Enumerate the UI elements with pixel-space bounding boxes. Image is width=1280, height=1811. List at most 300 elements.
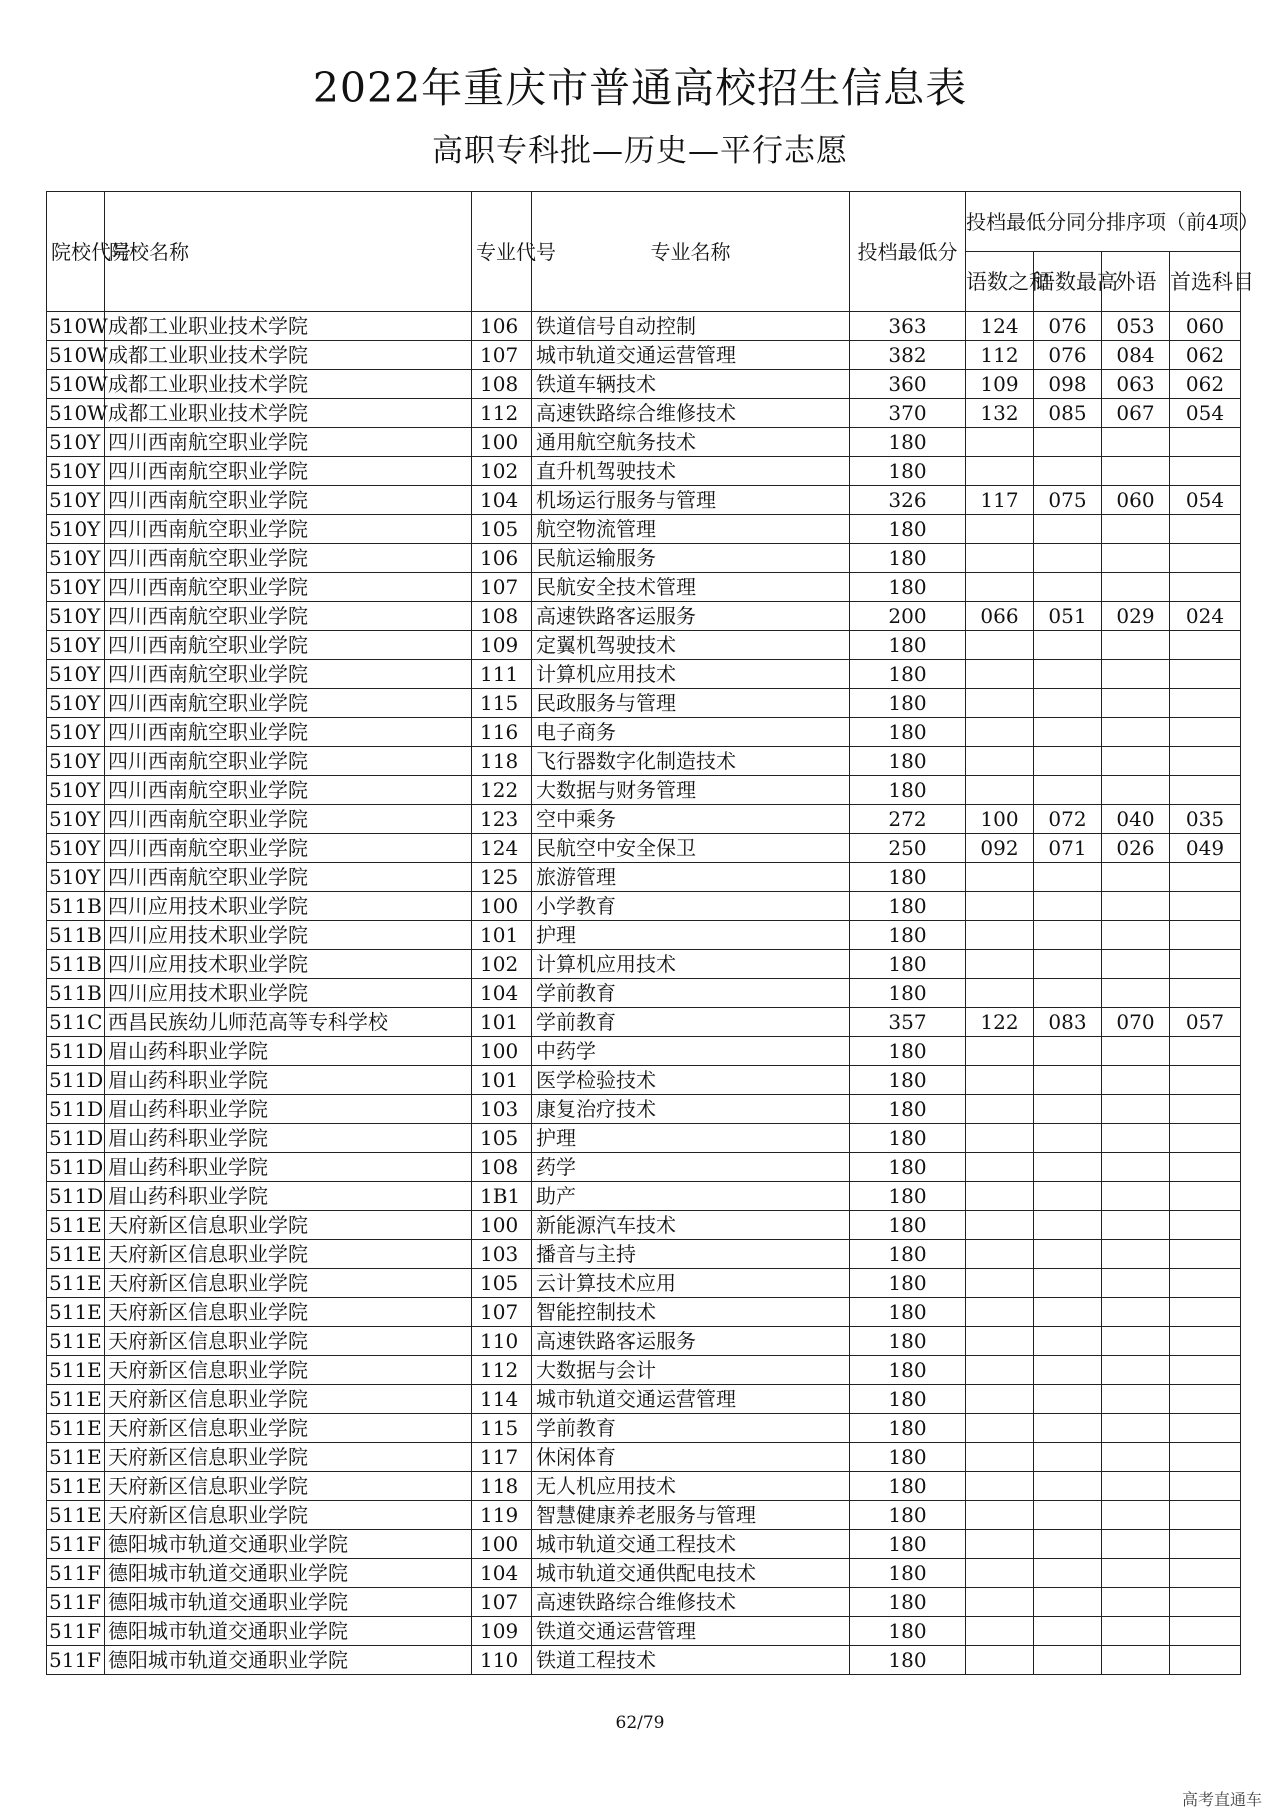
tb-chinese-math-max-cell	[1034, 950, 1102, 979]
school-code-cell: 511D	[47, 1095, 105, 1124]
school-code-cell: 511E	[47, 1356, 105, 1385]
major-name-cell: 学前教育	[532, 979, 850, 1008]
tb-chinese-math-max-cell	[1034, 892, 1102, 921]
school-code-cell: 510Y	[47, 486, 105, 515]
tb-first-subject-cell	[1170, 573, 1241, 602]
school-name-cell: 眉山药科职业学院	[105, 1124, 472, 1153]
major-name-cell: 护理	[532, 921, 850, 950]
major-name-cell: 计算机应用技术	[532, 660, 850, 689]
school-code-cell: 511F	[47, 1588, 105, 1617]
table-row	[47, 1385, 1241, 1414]
major-name-cell: 学前教育	[532, 1008, 850, 1037]
school-code-cell: 511E	[47, 1443, 105, 1472]
tb-first-subject-cell	[1170, 1066, 1241, 1095]
school-code-cell: 511D	[47, 1037, 105, 1066]
tb-chinese-math-sum-cell	[966, 1124, 1034, 1153]
table-row	[47, 399, 1241, 428]
major-code-cell: 118	[472, 1472, 532, 1501]
school-code-cell: 511E	[47, 1327, 105, 1356]
min-score-cell: 180	[850, 1124, 966, 1153]
min-score-cell: 180	[850, 428, 966, 457]
tb-chinese-math-max-cell: 098	[1034, 370, 1102, 399]
tb-chinese-math-max-cell	[1034, 660, 1102, 689]
tb-chinese-math-sum-cell	[966, 1037, 1034, 1066]
school-code-cell: 511E	[47, 1472, 105, 1501]
tb-foreign-language-cell	[1102, 863, 1170, 892]
tb-chinese-math-sum-cell	[966, 1211, 1034, 1240]
school-code-cell: 510Y	[47, 660, 105, 689]
school-code-cell: 510Y	[47, 863, 105, 892]
tb-foreign-language-cell	[1102, 1501, 1170, 1530]
tb-first-subject-cell	[1170, 892, 1241, 921]
major-code-cell: 112	[472, 1356, 532, 1385]
tb-first-subject-cell	[1170, 1327, 1241, 1356]
table-row	[47, 863, 1241, 892]
tb-first-subject-cell	[1170, 1588, 1241, 1617]
min-score-cell: 180	[850, 1095, 966, 1124]
tb-foreign-language-cell	[1102, 747, 1170, 776]
tb-foreign-language-cell	[1102, 1327, 1170, 1356]
tb-chinese-math-max-cell	[1034, 457, 1102, 486]
min-score-cell: 180	[850, 457, 966, 486]
school-name-cell: 天府新区信息职业学院	[105, 1356, 472, 1385]
major-name-cell: 定翼机驾驶技术	[532, 631, 850, 660]
school-name-cell: 四川西南航空职业学院	[105, 631, 472, 660]
tb-foreign-language-cell	[1102, 1037, 1170, 1066]
school-code-cell: 511E	[47, 1298, 105, 1327]
tb-chinese-math-max-cell: 071	[1034, 834, 1102, 863]
table-row	[47, 312, 1241, 341]
major-name-cell: 康复治疗技术	[532, 1095, 850, 1124]
tb-chinese-math-max-cell	[1034, 1443, 1102, 1472]
school-name-cell: 成都工业职业技术学院	[105, 370, 472, 399]
tb-first-subject-cell	[1170, 1385, 1241, 1414]
tb-first-subject-cell	[1170, 1095, 1241, 1124]
major-code-cell: 101	[472, 1008, 532, 1037]
tb-foreign-language-cell	[1102, 1211, 1170, 1240]
major-name-cell: 空中乘务	[532, 805, 850, 834]
school-code-cell: 511D	[47, 1066, 105, 1095]
school-code-cell: 511F	[47, 1646, 105, 1675]
major-name-cell: 药学	[532, 1153, 850, 1182]
major-code-cell: 109	[472, 1617, 532, 1646]
header-tiebreak-group: 投档最低分同分排序项（前4项）	[966, 192, 1241, 252]
tb-chinese-math-sum-cell	[966, 1356, 1034, 1385]
school-code-cell: 510Y	[47, 544, 105, 573]
major-name-cell: 民航空中安全保卫	[532, 834, 850, 863]
min-score-cell: 180	[850, 1472, 966, 1501]
school-name-cell: 四川西南航空职业学院	[105, 486, 472, 515]
tb-first-subject-cell: 057	[1170, 1008, 1241, 1037]
tb-chinese-math-sum-cell	[966, 1617, 1034, 1646]
tb-chinese-math-sum-cell	[966, 1269, 1034, 1298]
school-name-cell: 德阳城市轨道交通职业学院	[105, 1530, 472, 1559]
major-code-cell: 123	[472, 805, 532, 834]
major-code-cell: 1B1	[472, 1182, 532, 1211]
major-code-cell: 107	[472, 341, 532, 370]
header-min-score: 投档最低分	[850, 192, 966, 312]
school-code-cell: 510Y	[47, 515, 105, 544]
major-code-cell: 107	[472, 1298, 532, 1327]
school-name-cell: 四川西南航空职业学院	[105, 544, 472, 573]
tb-first-subject-cell	[1170, 747, 1241, 776]
tb-chinese-math-max-cell	[1034, 979, 1102, 1008]
school-name-cell: 四川应用技术职业学院	[105, 950, 472, 979]
school-code-cell: 510Y	[47, 834, 105, 863]
min-score-cell: 370	[850, 399, 966, 428]
tb-chinese-math-max-cell	[1034, 1240, 1102, 1269]
major-code-cell: 117	[472, 1443, 532, 1472]
table-header	[47, 192, 1259, 312]
tb-foreign-language-cell: 026	[1102, 834, 1170, 863]
major-name-cell: 播音与主持	[532, 1240, 850, 1269]
school-name-cell: 德阳城市轨道交通职业学院	[105, 1588, 472, 1617]
min-score-cell: 180	[850, 1356, 966, 1385]
major-code-cell: 103	[472, 1240, 532, 1269]
school-name-cell: 四川西南航空职业学院	[105, 515, 472, 544]
tb-chinese-math-max-cell: 085	[1034, 399, 1102, 428]
tb-chinese-math-max-cell	[1034, 1385, 1102, 1414]
table-row	[47, 1240, 1241, 1269]
tb-chinese-math-sum-cell	[966, 979, 1034, 1008]
school-name-cell: 德阳城市轨道交通职业学院	[105, 1646, 472, 1675]
major-code-cell: 106	[472, 544, 532, 573]
major-code-cell: 124	[472, 834, 532, 863]
major-code-cell: 115	[472, 1414, 532, 1443]
major-code-cell: 100	[472, 1211, 532, 1240]
tb-foreign-language-cell	[1102, 950, 1170, 979]
tb-chinese-math-sum-cell	[966, 1414, 1034, 1443]
major-code-cell: 108	[472, 1153, 532, 1182]
tb-chinese-math-sum-cell	[966, 1530, 1034, 1559]
table-row	[47, 1443, 1241, 1472]
tb-chinese-math-max-cell	[1034, 1588, 1102, 1617]
tb-first-subject-cell	[1170, 1443, 1241, 1472]
major-code-cell: 110	[472, 1327, 532, 1356]
major-code-cell: 107	[472, 1588, 532, 1617]
tb-chinese-math-sum-cell	[966, 457, 1034, 486]
tb-first-subject-cell	[1170, 1530, 1241, 1559]
min-score-cell: 180	[850, 631, 966, 660]
school-code-cell: 510W	[47, 399, 105, 428]
major-name-cell: 中药学	[532, 1037, 850, 1066]
table-row	[47, 573, 1241, 602]
major-name-cell: 电子商务	[532, 718, 850, 747]
tb-foreign-language-cell: 029	[1102, 602, 1170, 631]
tb-chinese-math-sum-cell	[966, 1298, 1034, 1327]
tb-chinese-math-max-cell	[1034, 1530, 1102, 1559]
major-code-cell: 100	[472, 1530, 532, 1559]
tb-foreign-language-cell	[1102, 1356, 1170, 1385]
school-code-cell: 511B	[47, 921, 105, 950]
school-name-cell: 眉山药科职业学院	[105, 1095, 472, 1124]
tb-foreign-language-cell	[1102, 631, 1170, 660]
major-name-cell: 民航安全技术管理	[532, 573, 850, 602]
tb-first-subject-cell	[1170, 428, 1241, 457]
table-row	[47, 1182, 1241, 1211]
tb-first-subject-cell	[1170, 1211, 1241, 1240]
tb-foreign-language-cell	[1102, 1095, 1170, 1124]
tb-first-subject-cell	[1170, 544, 1241, 573]
tb-chinese-math-sum-cell: 122	[966, 1008, 1034, 1037]
major-name-cell: 飞行器数字化制造技术	[532, 747, 850, 776]
school-name-cell: 眉山药科职业学院	[105, 1182, 472, 1211]
tb-foreign-language-cell: 067	[1102, 399, 1170, 428]
tb-foreign-language-cell	[1102, 573, 1170, 602]
tb-foreign-language-cell	[1102, 921, 1170, 950]
school-code-cell: 510Y	[47, 718, 105, 747]
tb-chinese-math-sum-cell	[966, 1588, 1034, 1617]
tb-chinese-math-sum-cell	[966, 1327, 1034, 1356]
min-score-cell: 180	[850, 1153, 966, 1182]
tb-first-subject-cell: 060	[1170, 312, 1241, 341]
school-name-cell: 成都工业职业技术学院	[105, 312, 472, 341]
tb-chinese-math-max-cell	[1034, 863, 1102, 892]
table-row	[47, 341, 1241, 370]
major-name-cell: 民政服务与管理	[532, 689, 850, 718]
tb-first-subject-cell	[1170, 776, 1241, 805]
tb-first-subject-cell: 024	[1170, 602, 1241, 631]
tb-foreign-language-cell	[1102, 1066, 1170, 1095]
tb-foreign-language-cell	[1102, 1559, 1170, 1588]
tb-first-subject-cell	[1170, 1124, 1241, 1153]
table-row	[47, 370, 1241, 399]
school-name-cell: 眉山药科职业学院	[105, 1037, 472, 1066]
page-subtitle: 高职专科批—历史—平行志愿	[432, 133, 848, 169]
page-number: 62/79	[615, 1713, 665, 1733]
school-code-cell: 510W	[47, 341, 105, 370]
major-name-cell: 智能控制技术	[532, 1298, 850, 1327]
table-row	[47, 805, 1241, 834]
major-name-cell: 通用航空航务技术	[532, 428, 850, 457]
table-body	[47, 312, 1241, 1675]
min-score-cell: 180	[850, 515, 966, 544]
tb-chinese-math-sum-cell: 112	[966, 341, 1034, 370]
major-name-cell: 无人机应用技术	[532, 1472, 850, 1501]
school-code-cell: 511E	[47, 1385, 105, 1414]
tb-chinese-math-max-cell	[1034, 1646, 1102, 1675]
tb-chinese-math-sum-cell	[966, 747, 1034, 776]
tb-chinese-math-sum-cell	[966, 950, 1034, 979]
school-name-cell: 四川应用技术职业学院	[105, 921, 472, 950]
school-code-cell: 511C	[47, 1008, 105, 1037]
tb-first-subject-cell	[1170, 1240, 1241, 1269]
tb-chinese-math-sum-cell	[966, 1443, 1034, 1472]
school-name-cell: 天府新区信息职业学院	[105, 1472, 472, 1501]
major-code-cell: 108	[472, 370, 532, 399]
table-row	[47, 1559, 1241, 1588]
header-tb-foreign-language: 外语	[1102, 252, 1170, 312]
school-code-cell: 510Y	[47, 602, 105, 631]
min-score-cell: 180	[850, 1414, 966, 1443]
major-code-cell: 112	[472, 399, 532, 428]
major-code-cell: 111	[472, 660, 532, 689]
major-name-cell: 计算机应用技术	[532, 950, 850, 979]
tb-chinese-math-max-cell	[1034, 1066, 1102, 1095]
table-row	[47, 1124, 1241, 1153]
tb-first-subject-cell	[1170, 1646, 1241, 1675]
tb-chinese-math-sum-cell	[966, 921, 1034, 950]
tb-chinese-math-max-cell	[1034, 921, 1102, 950]
major-name-cell: 高速铁路客运服务	[532, 1327, 850, 1356]
tb-chinese-math-max-cell	[1034, 1501, 1102, 1530]
major-name-cell: 铁道车辆技术	[532, 370, 850, 399]
tb-chinese-math-sum-cell	[966, 544, 1034, 573]
major-name-cell: 机场运行服务与管理	[532, 486, 850, 515]
tb-chinese-math-sum-cell: 092	[966, 834, 1034, 863]
min-score-cell: 180	[850, 1211, 966, 1240]
major-name-cell: 新能源汽车技术	[532, 1211, 850, 1240]
tb-foreign-language-cell	[1102, 515, 1170, 544]
min-score-cell: 180	[850, 1588, 966, 1617]
tb-chinese-math-max-cell	[1034, 631, 1102, 660]
school-code-cell: 510Y	[47, 776, 105, 805]
school-name-cell: 天府新区信息职业学院	[105, 1327, 472, 1356]
major-name-cell: 大数据与财务管理	[532, 776, 850, 805]
major-code-cell: 100	[472, 1037, 532, 1066]
tb-foreign-language-cell	[1102, 1124, 1170, 1153]
major-code-cell: 105	[472, 1269, 532, 1298]
major-name-cell: 高速铁路综合维修技术	[532, 399, 850, 428]
school-code-cell: 511F	[47, 1530, 105, 1559]
school-code-cell: 511E	[47, 1240, 105, 1269]
tb-chinese-math-sum-cell: 100	[966, 805, 1034, 834]
tb-chinese-math-max-cell	[1034, 1327, 1102, 1356]
page-title: 2022年重庆市普通高校招生信息表	[312, 64, 968, 112]
tb-first-subject-cell	[1170, 1269, 1241, 1298]
school-code-cell: 510Y	[47, 689, 105, 718]
major-name-cell: 直升机驾驶技术	[532, 457, 850, 486]
table-row	[47, 1501, 1241, 1530]
min-score-cell: 180	[850, 573, 966, 602]
major-code-cell: 107	[472, 573, 532, 602]
min-score-cell: 200	[850, 602, 966, 631]
header-tb-chinese-math-sum: 语数之和	[966, 252, 1034, 312]
min-score-cell: 180	[850, 1385, 966, 1414]
major-name-cell: 护理	[532, 1124, 850, 1153]
tb-chinese-math-sum-cell	[966, 1240, 1034, 1269]
min-score-cell: 180	[850, 1327, 966, 1356]
tb-first-subject-cell: 054	[1170, 486, 1241, 515]
school-code-cell: 510W	[47, 312, 105, 341]
school-code-cell: 510Y	[47, 428, 105, 457]
tb-chinese-math-max-cell: 083	[1034, 1008, 1102, 1037]
school-code-cell: 511F	[47, 1617, 105, 1646]
min-score-cell: 180	[850, 1269, 966, 1298]
tb-chinese-math-sum-cell	[966, 776, 1034, 805]
table-row	[47, 747, 1241, 776]
tb-chinese-math-sum-cell	[966, 892, 1034, 921]
min-score-cell: 180	[850, 1066, 966, 1095]
min-score-cell: 180	[850, 544, 966, 573]
tb-first-subject-cell	[1170, 1501, 1241, 1530]
tb-foreign-language-cell	[1102, 660, 1170, 689]
school-name-cell: 四川西南航空职业学院	[105, 834, 472, 863]
table-row	[47, 486, 1241, 515]
major-name-cell: 大数据与会计	[532, 1356, 850, 1385]
tb-foreign-language-cell	[1102, 1385, 1170, 1414]
school-name-cell: 天府新区信息职业学院	[105, 1211, 472, 1240]
major-name-cell: 城市轨道交通供配电技术	[532, 1559, 850, 1588]
school-name-cell: 四川西南航空职业学院	[105, 863, 472, 892]
school-name-cell: 四川西南航空职业学院	[105, 718, 472, 747]
header-major-name: 专业名称	[532, 192, 850, 312]
tb-chinese-math-sum-cell	[966, 631, 1034, 660]
tb-chinese-math-max-cell	[1034, 1472, 1102, 1501]
header-tb-first-subject: 首选科目	[1170, 252, 1241, 312]
school-name-cell: 天府新区信息职业学院	[105, 1501, 472, 1530]
tb-first-subject-cell	[1170, 660, 1241, 689]
major-code-cell: 102	[472, 457, 532, 486]
table-row	[47, 631, 1241, 660]
table-row	[47, 457, 1241, 486]
major-code-cell: 104	[472, 486, 532, 515]
tb-chinese-math-max-cell	[1034, 573, 1102, 602]
tb-chinese-math-sum-cell	[966, 428, 1034, 457]
tb-chinese-math-sum-cell	[966, 689, 1034, 718]
table-row	[47, 1211, 1241, 1240]
major-name-cell: 民航运输服务	[532, 544, 850, 573]
tb-chinese-math-max-cell: 072	[1034, 805, 1102, 834]
table-row	[47, 1095, 1241, 1124]
school-name-cell: 德阳城市轨道交通职业学院	[105, 1559, 472, 1588]
tb-first-subject-cell	[1170, 979, 1241, 1008]
tb-foreign-language-cell	[1102, 718, 1170, 747]
school-code-cell: 511D	[47, 1124, 105, 1153]
tb-first-subject-cell	[1170, 1356, 1241, 1385]
school-name-cell: 眉山药科职业学院	[105, 1153, 472, 1182]
tb-foreign-language-cell	[1102, 979, 1170, 1008]
table-row	[47, 1153, 1241, 1182]
table-row	[47, 776, 1241, 805]
table-row	[47, 602, 1241, 631]
tb-chinese-math-sum-cell: 132	[966, 399, 1034, 428]
tb-chinese-math-sum-cell: 066	[966, 602, 1034, 631]
major-code-cell: 110	[472, 1646, 532, 1675]
tb-first-subject-cell	[1170, 1182, 1241, 1211]
tb-first-subject-cell	[1170, 1617, 1241, 1646]
tb-foreign-language-cell: 040	[1102, 805, 1170, 834]
major-code-cell: 114	[472, 1385, 532, 1414]
tb-first-subject-cell	[1170, 1472, 1241, 1501]
tb-first-subject-cell	[1170, 1559, 1241, 1588]
min-score-cell: 180	[850, 1646, 966, 1675]
tb-first-subject-cell: 062	[1170, 341, 1241, 370]
table-row	[47, 1269, 1241, 1298]
min-score-cell: 272	[850, 805, 966, 834]
tb-first-subject-cell	[1170, 1037, 1241, 1066]
school-name-cell: 四川应用技术职业学院	[105, 979, 472, 1008]
tb-first-subject-cell	[1170, 1153, 1241, 1182]
school-code-cell: 511E	[47, 1414, 105, 1443]
min-score-cell: 357	[850, 1008, 966, 1037]
school-code-cell: 510Y	[47, 747, 105, 776]
major-code-cell: 109	[472, 631, 532, 660]
school-code-cell: 511B	[47, 950, 105, 979]
school-name-cell: 四川西南航空职业学院	[105, 602, 472, 631]
major-name-cell: 城市轨道交通运营管理	[532, 1385, 850, 1414]
tb-foreign-language-cell	[1102, 1588, 1170, 1617]
school-name-cell: 天府新区信息职业学院	[105, 1240, 472, 1269]
major-name-cell: 小学教育	[532, 892, 850, 921]
tb-first-subject-cell	[1170, 718, 1241, 747]
min-score-cell: 180	[850, 1240, 966, 1269]
tb-chinese-math-sum-cell: 124	[966, 312, 1034, 341]
tb-chinese-math-max-cell	[1034, 1211, 1102, 1240]
tb-chinese-math-max-cell	[1034, 1559, 1102, 1588]
table-row	[47, 660, 1241, 689]
min-score-cell: 180	[850, 660, 966, 689]
